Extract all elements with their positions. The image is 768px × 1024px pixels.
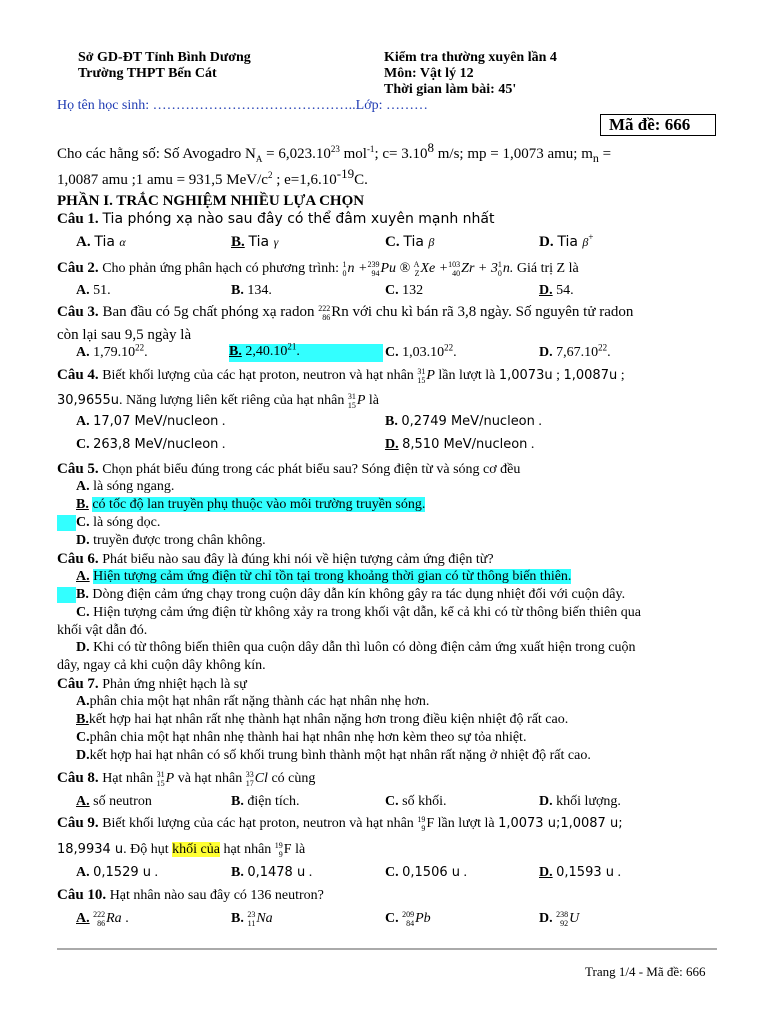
q4-option-a[interactable]: A. 17,07 MeV/nucleon . [76, 414, 226, 429]
q1-option-a[interactable]: A. Tia α [76, 234, 126, 250]
constants-line-1: Cho các hằng số: Số Avogadro $N_A = 6,023.10^{23}$ mol$^{-1}$; $c= 3.10^8$ m/s; mp = 1,0073 amu; $m_n$ = [57, 140, 612, 165]
q6-option-b[interactable]: B. Dòng điện cảm ứng chạy trong cuộn dây dẫn kín không gây ra tác dụng nhiệt đối với cuộn dây. [57, 587, 625, 603]
question-3: Câu 3. Ban đầu có 5g chất phóng xạ radon 222 86Rn với chu kì bán rã 3,8 ngày. Số nguyên tử radon [57, 304, 634, 322]
dept-name: Sở GD-ĐT Tỉnh Bình Dương [78, 50, 251, 65]
exam-title: Kiểm tra thường xuyên lần 4 [384, 50, 557, 65]
question-5: Câu 5. Chọn phát biểu đúng trong các phát biểu sau? Sóng điện từ và sóng cơ đều [57, 461, 521, 477]
q2-option-d[interactable]: D. 54. [539, 283, 574, 298]
q2-option-a[interactable]: A. 51. [76, 283, 111, 298]
q7-option-a[interactable]: A.phân chia một hạt nhân rất nặng thành các hạt nhân nhẹ hơn. [76, 694, 430, 709]
q9-option-b[interactable]: B. 0,1478 u . [231, 865, 313, 880]
question-6: Câu 6. Phát biểu nào sau đây là đúng khi nói về hiện tượng cảm ứng điện từ? [57, 551, 494, 567]
q7-option-c[interactable]: C.phân chia một hạt nhân nhẹ thành hai hạt nhân nhẹ hơn kèm theo sự tỏa nhiệt. [76, 730, 527, 745]
question-2: Câu 2. Cho phản ứng phân hạch có phương trình: 1 0n +239 94Pu ® A ZXe +103 40Zr + 31 0n. Giá trị Z là [57, 260, 579, 278]
q2-option-b[interactable]: B. 134. [231, 283, 272, 298]
part-title: PHẦN I. TRẮC NGHIỆM NHIỀU LỰA CHỌN [57, 193, 365, 209]
q8-option-a[interactable]: A. số neutron [76, 794, 152, 809]
exam-code-box: Mã đề: 666 [600, 114, 716, 136]
q5-option-d[interactable]: D. truyền được trong chân không. [76, 533, 266, 548]
q7-option-b[interactable]: B.kết hợp hai hạt nhân rất nhẹ thành hạt nhân nặng hơn trong điều kiện nhiệt độ rất cao. [76, 712, 569, 727]
q3-option-a[interactable]: A. 1,79.10$^{22}$. [76, 342, 148, 360]
q6-option-d-cont: dây, ngay cả khi cuộn dây không kín. [57, 658, 266, 673]
q6-option-c[interactable]: C. Hiện tượng cảm ứng điện từ không xảy ra trong khối vật dẫn, kể cả khi có từ thông biến thiên qua [76, 605, 641, 620]
student-info-line: Họ tên học sinh: ……………………………………..Lớp: ……… [57, 98, 428, 113]
q6-option-a[interactable]: A. Hiện tượng cảm ứng điện từ chỉ tồn tại trong khoảng thời gian có từ thông biến thiên. [76, 569, 572, 584]
q1-option-c[interactable]: C. Tia β [385, 234, 435, 250]
q3-option-b[interactable]: B. 2,40.10$^{21}$. [229, 344, 383, 362]
q5-option-b[interactable]: B. có tốc độ lan truyền phụ thuộc vào môi trường truyền sóng. [76, 497, 426, 512]
q10-option-b[interactable]: B. 23 11Na [231, 910, 273, 928]
page-footer: Trang 1/4 - Mã đề: 666 [585, 964, 706, 979]
footer-divider [57, 948, 717, 950]
question-1: Câu 1. Tia phóng xạ nào sau đây có thể đâm xuyên mạnh nhất [57, 211, 495, 227]
question-3-cont: còn lại sau 9,5 ngày là [57, 327, 192, 343]
neutron-symbol: 1 0 [342, 260, 347, 278]
q7-option-d[interactable]: D.kết hợp hai hạt nhân có số khối trung bình thành một hạt nhân rất nặng ở nhiệt độ rất cao. [76, 748, 591, 763]
q9-option-c[interactable]: C. 0,1506 u . [385, 865, 467, 880]
q1-option-d[interactable]: D. Tia β+ [539, 232, 594, 250]
question-4: Câu 4. Biết khối lượng của các hạt proton, neutron và hạt nhân 31 15P lần lượt là 1,0073u ; 1,0087u ; [57, 367, 625, 385]
exam-time: Thời gian làm bài: 45' [384, 82, 517, 97]
q10-option-a[interactable]: A. 222 86Ra . [76, 910, 129, 928]
q9-option-a[interactable]: A. 0,1529 u . [76, 865, 158, 880]
q8-option-c[interactable]: C. số khối. [385, 794, 447, 809]
question-7: Câu 7. Phản ứng nhiệt hạch là sự [57, 676, 247, 692]
q6-option-d[interactable]: D. Khi có từ thông biến thiên qua cuộn dây dẫn thì luôn có dòng điện cảm ứng xuất hiện trong cuộn [76, 640, 636, 655]
q5-option-c[interactable]: C. là sóng dọc. [57, 515, 160, 531]
q5-option-a[interactable]: A. là sóng ngang. [76, 479, 175, 494]
exam-subject: Môn: Vật lý 12 [384, 66, 474, 81]
question-9-cont: 18,9934 u. Độ hụt khối của hạt nhân 19 9F là [57, 841, 306, 859]
q8-option-d[interactable]: D. khối lượng. [539, 794, 621, 809]
q3-option-d[interactable]: D. 7,67.10$^{22}$. [539, 342, 611, 360]
q10-option-d[interactable]: D. 238 92U [539, 910, 580, 928]
question-8: Câu 8. Hạt nhân 31 15P và hạt nhân 33 17Cl có cùng [57, 770, 316, 788]
q1-option-b[interactable]: B. Tia γ [231, 234, 279, 250]
q9-option-d[interactable]: D. 0,1593 u . [539, 865, 621, 880]
q6-option-c-cont: khối vật dẫn đó. [57, 623, 148, 638]
q10-option-c[interactable]: C. 209 84Pb [385, 910, 431, 928]
q4-option-c[interactable]: C. 263,8 MeV/nucleon . [76, 437, 226, 452]
constants-line-2: 1,0087 amu ;1 amu = 931,5 MeV/$c^2$ ; $e=1,6.10^{-19}C$. [57, 166, 368, 188]
question-10: Câu 10. Hạt nhân nào sau đây có 136 neutron? [57, 887, 324, 903]
school-name: Trường THPT Bến Cát [78, 66, 217, 81]
q4-option-d[interactable]: D. 8,510 MeV/nucleon . [385, 437, 535, 452]
question-4-cont: 30,9655u. Năng lượng liên kết riêng của hạt nhân 31 15P là [57, 392, 379, 410]
q8-option-b[interactable]: B. điện tích. [231, 794, 300, 809]
q4-option-b[interactable]: B. 0,2749 MeV/nucleon . [385, 414, 542, 429]
q2-option-c[interactable]: C. 132 [385, 283, 424, 298]
question-9: Câu 9. Biết khối lượng của các hạt proton, neutron và hạt nhân 19 9F lần lượt là 1,0073 u;1,0087 u; [57, 815, 623, 833]
q3-option-c[interactable]: C. 1,03.10$^{22}$. [385, 342, 457, 360]
